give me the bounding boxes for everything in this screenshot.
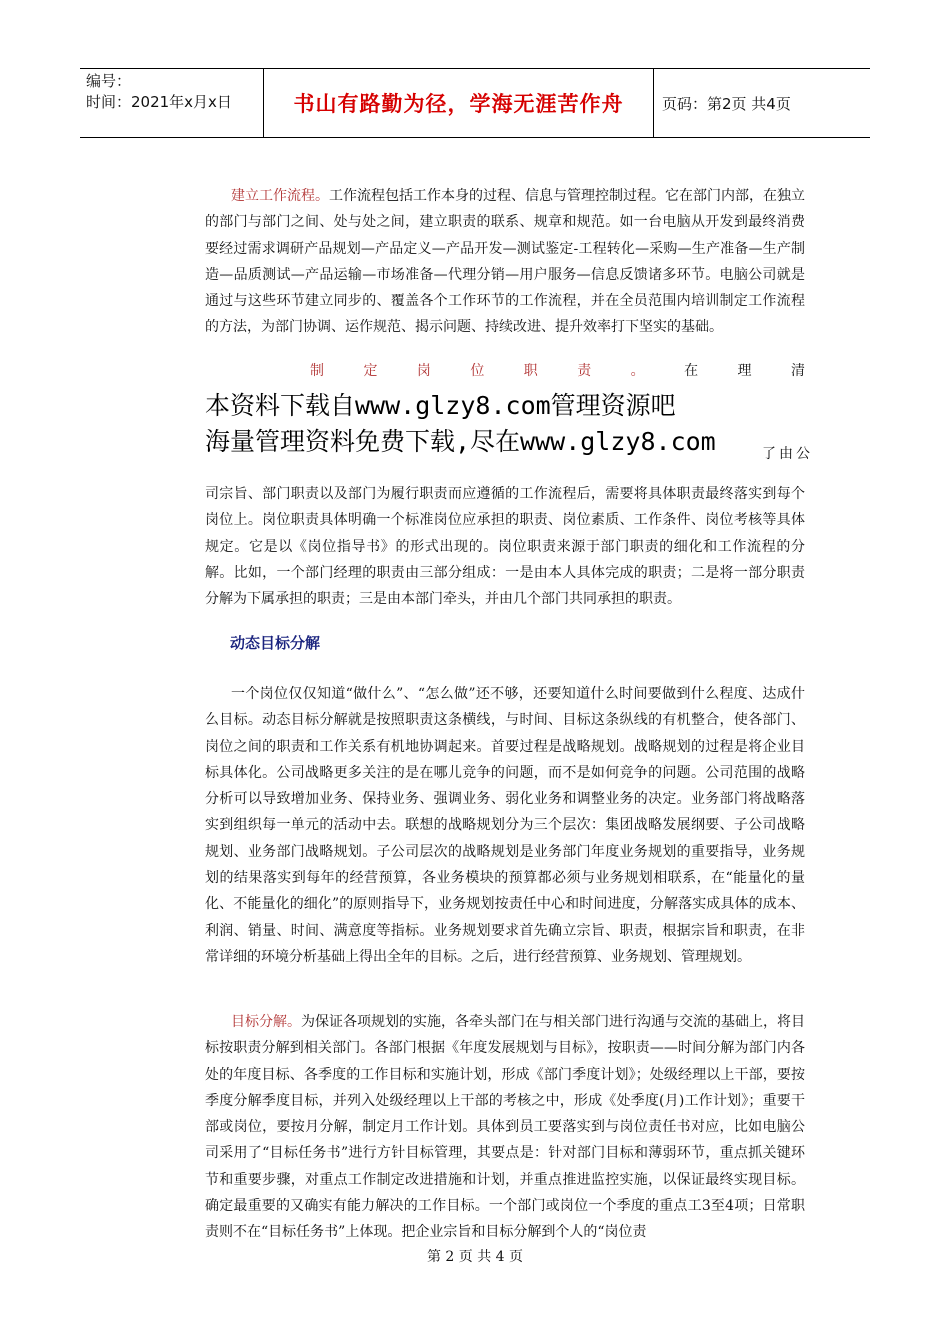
spread-char: 定	[363, 363, 378, 379]
paragraph-goal-breakdown	[205, 1009, 805, 1246]
page-footer: 第 2 页 共 4 页	[426, 1249, 524, 1265]
paragraph-dynamic-goals	[205, 681, 805, 970]
paragraph-body: 工作流程包括工作本身的过程、信息与管理控制过程。它在部门内部，在独立的部门与部门之间、处与处之间，建立职责的联系、规章和规范。如一台电脑从开发到最终消费要经过需求调研产品规划—产品定义—产品开发—测试鉴定-工程转化—采购—生产准备—生产制造—品质测试—产品运输—市场准备—代理分销—用户服务—信息反馈诸多环节。电脑公司就是通过与这些环节建立同步的、覆盖各个工作环节的工作流程，并在全员范围内培训制定工作流程的方法，为部门协调、运作规范、揭示问题、持续改进、提升效率打下坚实的基础。	[205, 188, 805, 336]
paragraph-workflow	[205, 183, 805, 341]
spread-char: 责	[577, 363, 592, 379]
header-page-info: 页码：第2页 共4页	[662, 94, 791, 113]
ad-watermark-line-1: 本资料下载自www.glzy8.com管理资源吧	[205, 391, 676, 420]
spread-char: 位	[470, 363, 485, 379]
document-time: 时间：2021年x月x日	[86, 93, 232, 111]
paragraph-job-duties	[205, 481, 805, 612]
page-header	[80, 68, 870, 138]
spread-char: 清	[790, 363, 805, 379]
paragraph-lead: 目标分解。	[231, 1014, 301, 1030]
header-meta	[80, 69, 264, 137]
spread-char: 。	[630, 363, 645, 379]
spread-char: 职	[523, 363, 538, 379]
ad-watermark-line-2: 海量管理资料免费下载,尽在www.glzy8.com	[205, 427, 716, 456]
paragraph-body: 为保证各项规划的实施，各牵头部门在与相关部门进行沟通与交流的基础上，将目标按职责分解到相关部门。各部门根据《年度发展规划与目标》，按职责——时间分解为部门内各处的年度目标、各季度的工作目标和实施计划，形成《部门季度计划》；处级经理以上干部，要按季度分解季度目标，并列入处级经理以上干部的考核之中，形成《处季度(月)工作计划》；重要干部或岗位，要按月分解，制定月工作计划。具体到员工要落实到与岗位责任书对应，比如电脑公司采用了“目标任务书”进行方针目标管理，其要点是：针对部门目标和薄弱环节，重点抓关键环节和重要步骤，对重点工作制定改进措施和计划，并重点推进监控实施，以保证最终实现目标。确定最重要的又确实有能力解决的工作目标。一个部门或岗位一个季度的重点工3至4项；日常职责则不在“目标任务书”上体现。把企业宗旨和目标分解到个人的“岗位责	[205, 1014, 805, 1241]
spread-char: 岗	[416, 363, 431, 379]
spread-char: 理	[737, 363, 752, 379]
paragraph-lead: 建立工作流程。	[231, 188, 329, 204]
paragraph-body: 一个岗位仅仅知道“做什么”、“怎么做”还不够，还要知道什么时间要做到什么程度、达成什么目标。动态目标分解就是按照职责这条横线，与时间、目标这条纵线的有机整合，使各部门、岗位之间的职责和工作关系有机地协调起来。首要过程是战略规划。战略规划的过程是将企业目标具体化。公司战略更多关注的是在哪儿竞争的问题，而不是如何竞争的问题。公司范围的战略分析可以导致增加业务、保持业务、强调业务、弱化业务和调整业务的决定。业务部门将战略落实到组织每一单元的活动中去。联想的战略规划分为三个层次：集团战略发展纲要、子公司战略规划、业务部门战略规划。子公司层次的战略规划是业务部门年度业务规划的重要指导，业务规划的结果落实到每年的经营预算，各业务模块的预算都必须与业务规划相联系，在“能量化的量化、不能量化的细化”的原则指导下，业务规划按责任中心和时间进度，分解落实成具体的成本、利润、销量、时间、满意度等指标。业务规划要求首先确立宗旨、职责，根据宗旨和职责，在非常详细的环境分析基础上得出全年的目标。之后，进行经营预算、业务规划、管理规划。	[205, 686, 805, 965]
document-number: 编号：	[86, 72, 132, 90]
header-motto: 书山有路勤为径，学海无涯苦作舟	[264, 69, 654, 137]
spread-char: 制	[310, 363, 324, 379]
section-heading: 动态目标分解	[230, 634, 321, 652]
paragraph-body: 司宗旨、部门职责以及部门为履行职责而应遵循的工作流程后，需要将具体职责最终落实到每个岗位上。岗位职责具体明确一个标准岗位应承担的职责、岗位素质、工作条件、岗位考核等具体规定。它是以《岗位指导书》的形式出现的。岗位职责来源于部门职责的细化和工作流程的分解。比如，一个部门经理的职责由三部分组成：一是由本人具体完成的职责；二是将一部分职责分解为下属承担的职责；三是由本部门牵头，并由几个部门共同承担的职责。	[205, 486, 805, 608]
spread-heading-line	[310, 360, 805, 380]
line-tail-text: 了由公	[762, 446, 813, 462]
spread-char: 在	[684, 363, 699, 379]
